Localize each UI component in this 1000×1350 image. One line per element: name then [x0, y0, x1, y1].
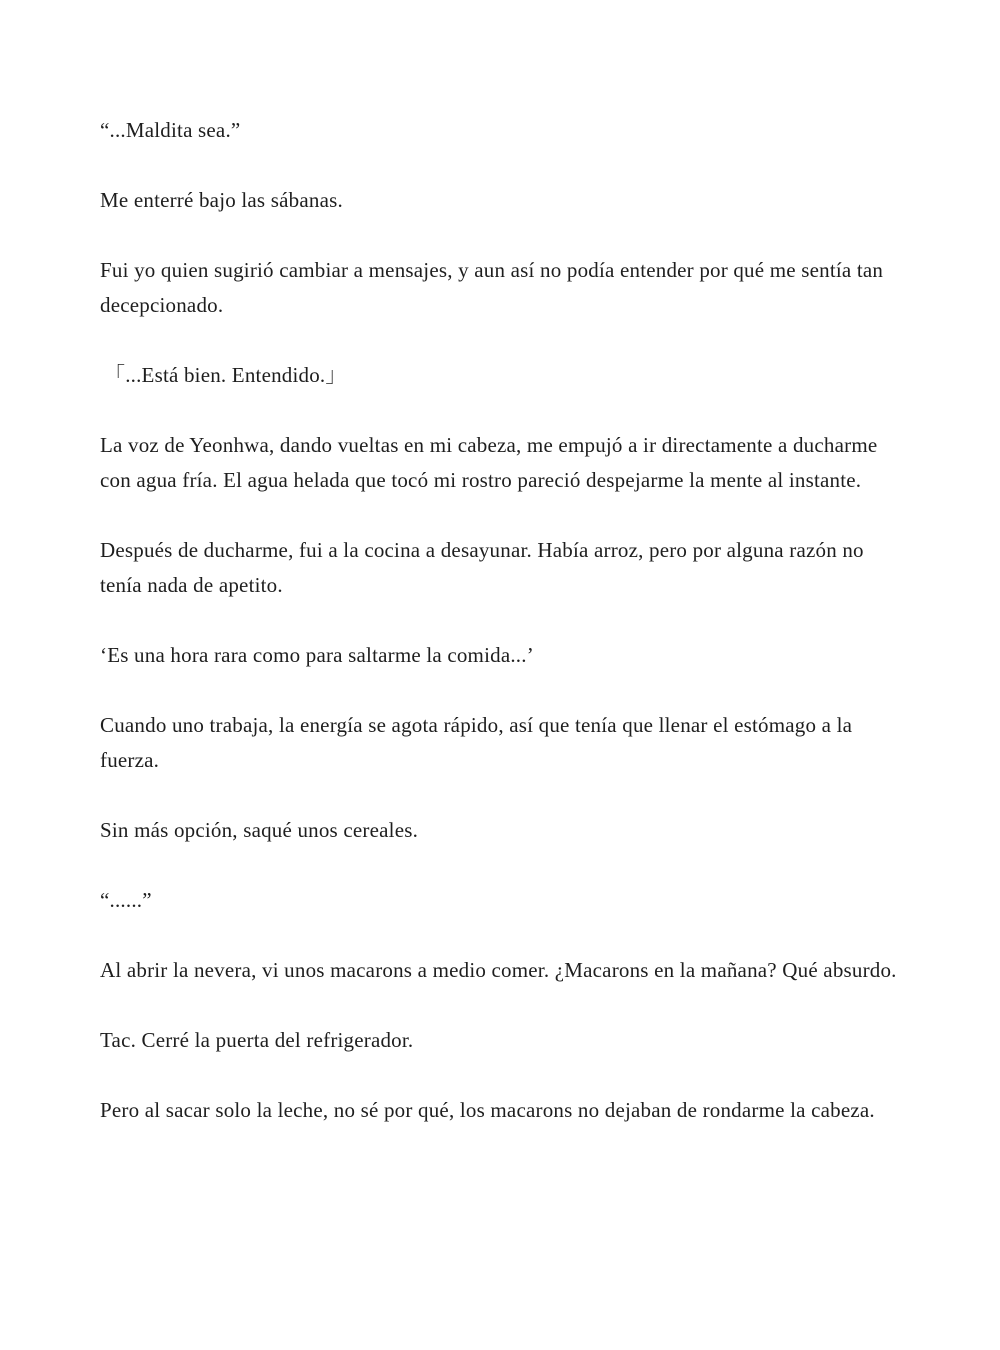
paragraph: Al abrir la nevera, vi unos macarons a medio comer. ¿Macarons en la mañana? Qué absurdo.: [100, 958, 897, 982]
paragraph: Cuando uno trabaja, la energía se agota rápido, así que tenía que llenar el estómago a la fuerza.: [100, 713, 853, 772]
document-body: [100, 113, 910, 1163]
paragraph-dialogue: “......”: [100, 888, 152, 912]
paragraph: Me enterré bajo las sábanas.: [100, 188, 343, 212]
paragraph-thought: ‘Es una hora rara como para saltarme la comida...’: [100, 643, 534, 667]
paragraph: La voz de Yeonhwa, dando vueltas en mi cabeza, me empujó a ir directamente a ducharme con agua fría. El agua helada que tocó mi rostro pareció despejarme la mente al instante.: [100, 433, 878, 492]
paragraph: Tac. Cerré la puerta del refrigerador.: [100, 1028, 414, 1052]
paragraph-dialogue-message: 「...Está bien. Entendido.」: [104, 363, 347, 387]
paragraph: Fui yo quien sugirió cambiar a mensajes, y aun así no podía entender por qué me sentía tan decepcionado.: [100, 258, 884, 317]
paragraph: Pero al sacar solo la leche, no sé por qué, los macarons no dejaban de rondarme la cabeza.: [100, 1098, 875, 1122]
paragraph: “...Maldita sea.”: [100, 118, 241, 142]
paragraph: Después de ducharme, fui a la cocina a desayunar. Había arroz, pero por alguna razón no tenía nada de apetito.: [100, 538, 864, 597]
paragraph: Sin más opción, saqué unos cereales.: [100, 818, 419, 842]
